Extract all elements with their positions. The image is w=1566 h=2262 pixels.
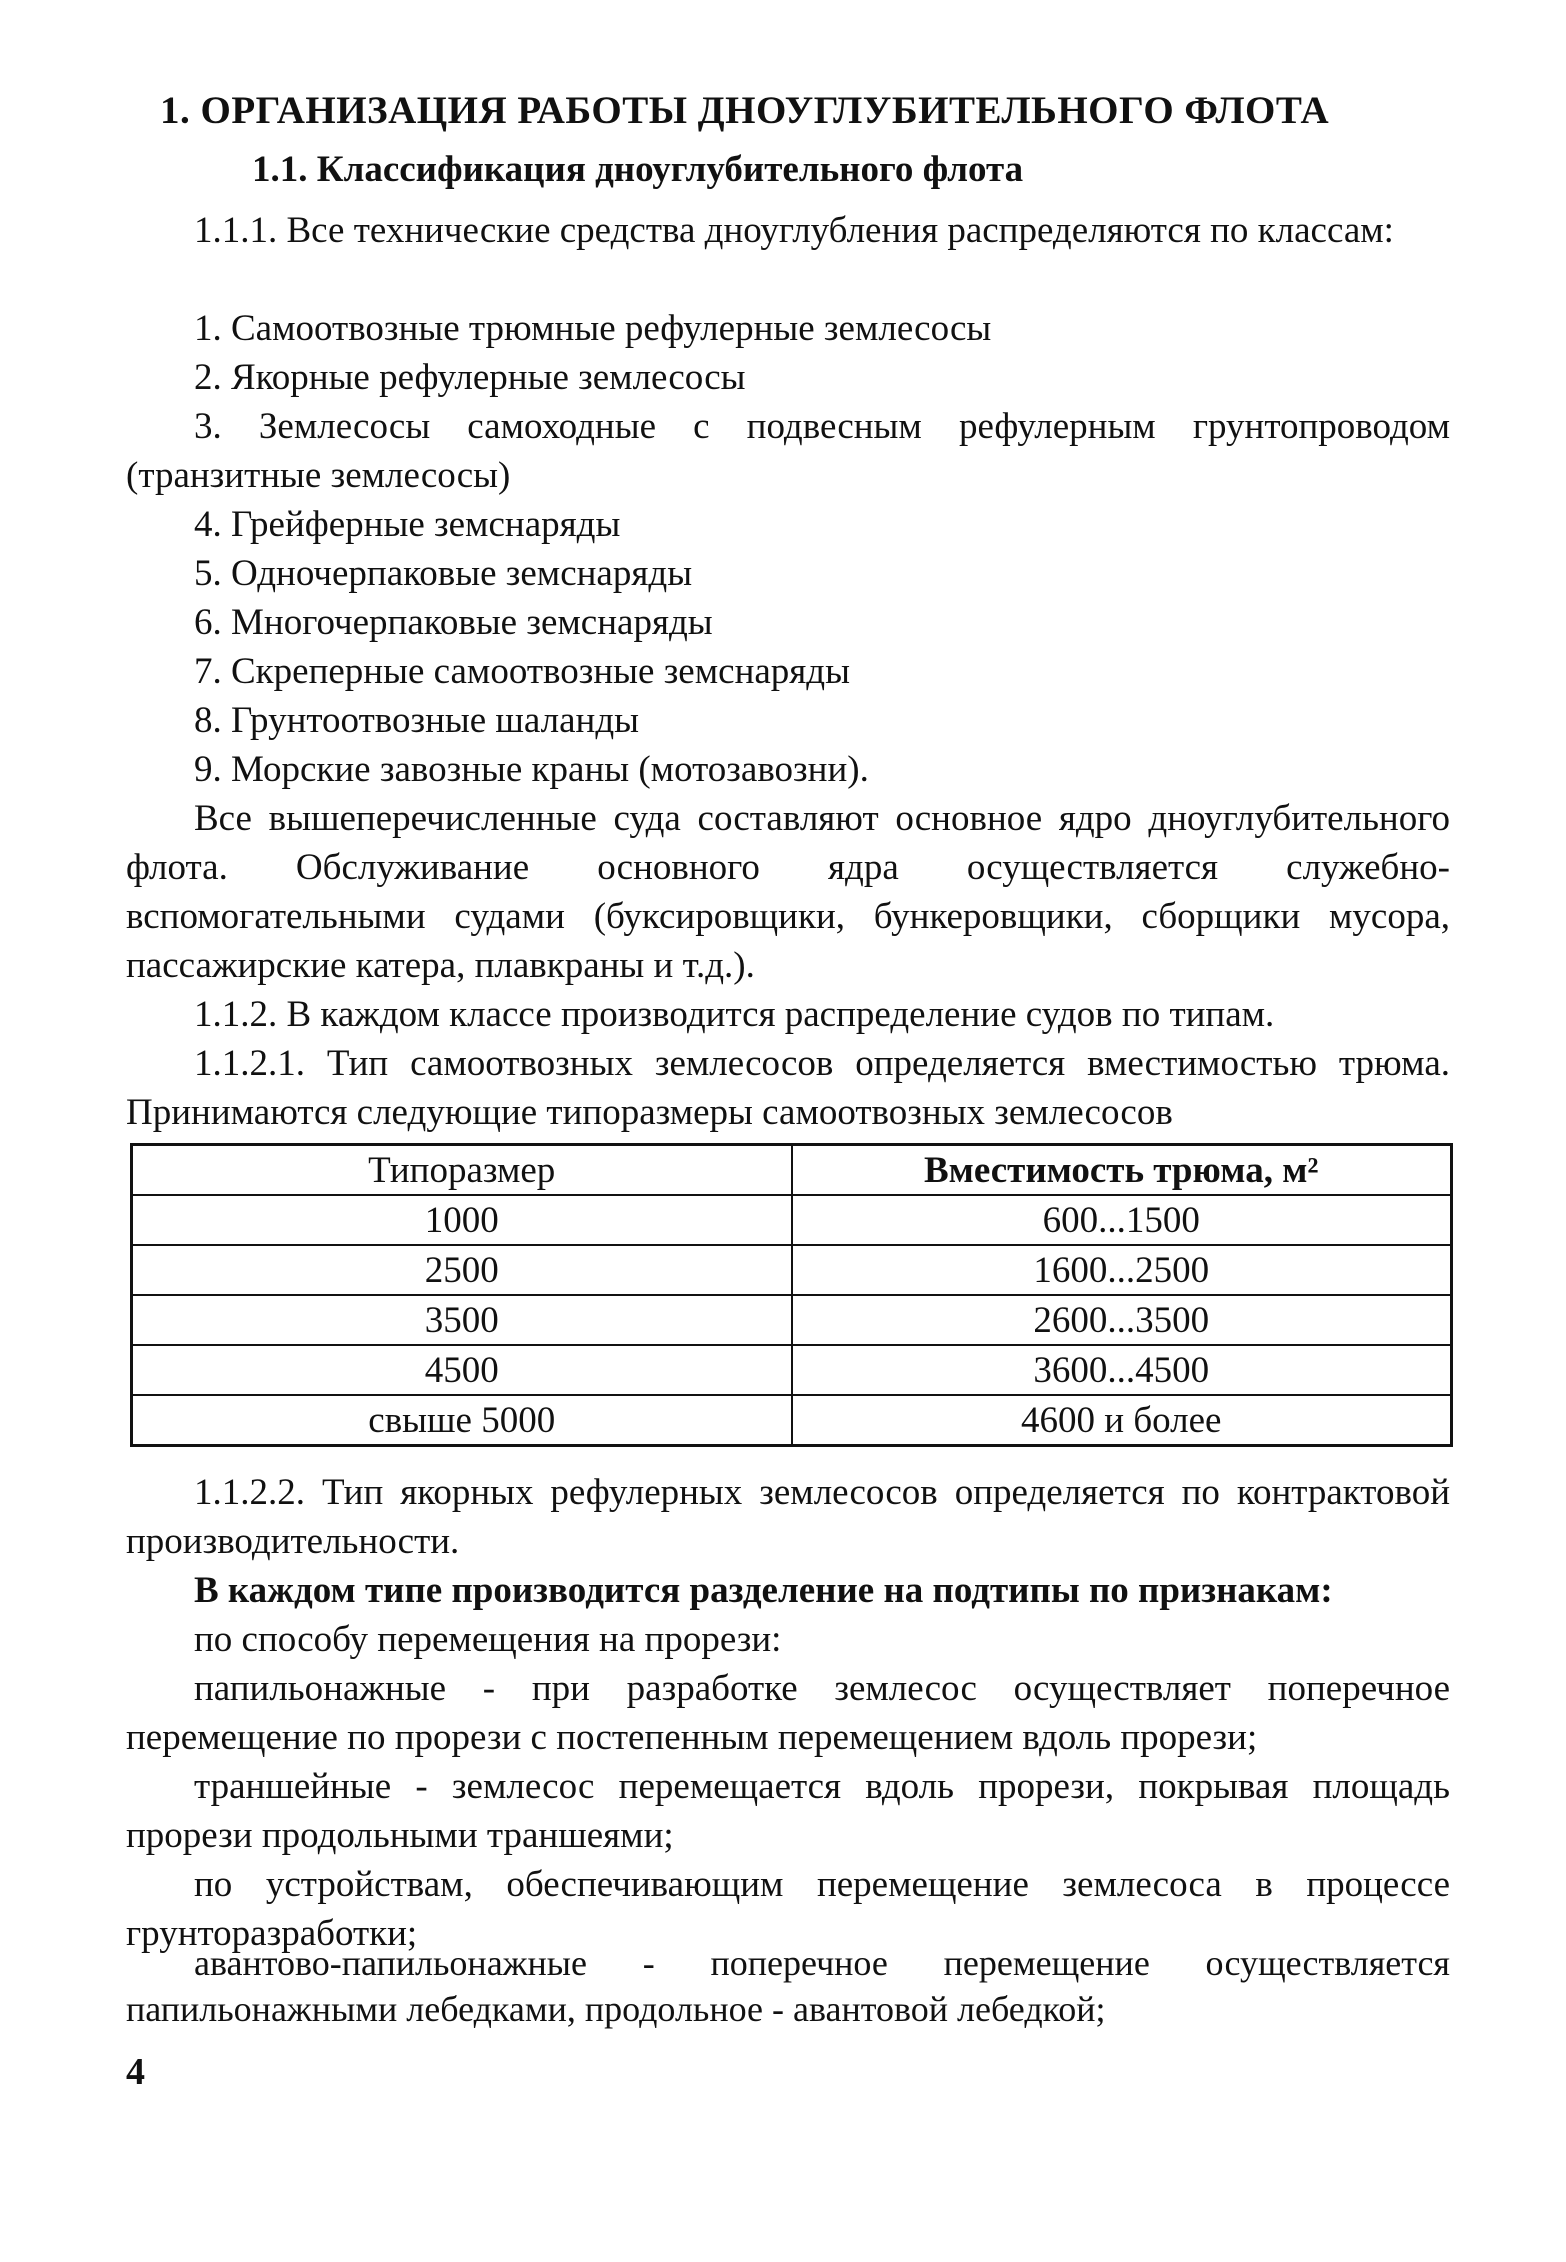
trench-paragraph: траншейные - землесос перемещается вдоль прорези, покрывая площадь прорези продольными траншеями; <box>126 1766 1450 1856</box>
table-row <box>132 1395 1452 1446</box>
class-list-item: 9. Морские завозные краны (мотозавозни). <box>194 749 869 790</box>
paragraph-1-1-2: 1.1.2. В каждом классе производится распределение судов по типам. <box>194 994 1275 1035</box>
table-row <box>132 1245 1452 1295</box>
table-header-row <box>132 1145 1452 1196</box>
class-list-item: 5. Одночерпаковые земснаряды <box>194 553 693 594</box>
table-cell: 4500 <box>132 1345 792 1395</box>
paragraph-1-1-2-2: 1.1.2.2. Тип якорных рефулерных землесосов определяется по контрактовой производительности. <box>126 1472 1450 1562</box>
table-header-cell: Вместимость трюма, м² <box>792 1145 1452 1196</box>
table-cell: 1000 <box>132 1195 792 1245</box>
table-row <box>132 1195 1452 1245</box>
table-cell: свыше 5000 <box>132 1395 792 1446</box>
class-list-item: 6. Многочерпаковые земснаряды <box>194 602 713 643</box>
table-cell: 1600...2500 <box>792 1245 1452 1295</box>
table-cell: 3600...4500 <box>792 1345 1452 1395</box>
avanto-paragraph: авантово-папильонажные - поперечное перемещение осуществляется папильонажными лебедками, продольное - авантовой лебедкой; <box>126 1943 1450 2029</box>
table-cell: 3500 <box>132 1295 792 1345</box>
table-row <box>132 1295 1452 1345</box>
devices-paragraph: по устройствам, обеспечивающим перемещение землесоса в процессе грунторазработки; <box>126 1864 1450 1954</box>
table-header-cell: Типоразмер <box>132 1145 792 1196</box>
class-list-item: 3. Землесосы самоходные с подвесным рефулерным грунтопроводом (транзитные землесосы) <box>126 406 1450 496</box>
intro-paragraph: 1.1.1. Все технические средства дноуглубления распределяются по классам: <box>194 210 1394 251</box>
page-number: 4 <box>126 2051 145 2093</box>
class-list-item: 4. Грейферные земснаряды <box>194 504 621 545</box>
class-list-item: 7. Скреперные самоотвозные земснаряды <box>194 651 850 692</box>
table-cell: 2500 <box>132 1245 792 1295</box>
table-row <box>132 1345 1452 1395</box>
movement-paragraph: по способу перемещения на прорези: <box>194 1619 782 1660</box>
class-list-item: 8. Грунтоотвозные шаланды <box>194 700 640 741</box>
papilon-paragraph: папильонажные - при разработке землесос осуществляет поперечное перемещение по прорези с постепенным перемещением вдоль прорези; <box>126 1668 1450 1758</box>
table-cell: 2600...3500 <box>792 1295 1452 1345</box>
class-list-item: 2. Якорные рефулерные землесосы <box>194 357 746 398</box>
chapter-title: 1. ОРГАНИЗАЦИЯ РАБОТЫ ДНОУГЛУБИТЕЛЬНОГО ФЛОТА <box>160 89 1330 132</box>
fleet-core-paragraph: Все вышеперечисленные суда составляют основное ядро дноуглубительного флота. Обслуживание основного ядра осуществляется служебно-вспомогательными судами (буксировщики, бункеровщики, сборщики мусора, пассажирские катера, плавкраны и т.д.). <box>126 798 1450 986</box>
table-cell: 4600 и более <box>792 1395 1452 1446</box>
dredger-size-table <box>130 1143 1453 1447</box>
table-cell: 600...1500 <box>792 1195 1452 1245</box>
subtypes-paragraph: В каждом типе производится разделение на подтипы по признакам: <box>194 1570 1333 1611</box>
paragraph-1-1-2-1: 1.1.2.1. Тип самоотвозных землесосов определяется вместимостью трюма. Принимаются следующие типоразмеры самоотвозных землесосов <box>126 1043 1450 1133</box>
class-list-item: 1. Самоотвозные трюмные рефулерные землесосы <box>194 308 992 349</box>
section-title: 1.1. Классификация дноуглубительного флота <box>252 149 1024 190</box>
